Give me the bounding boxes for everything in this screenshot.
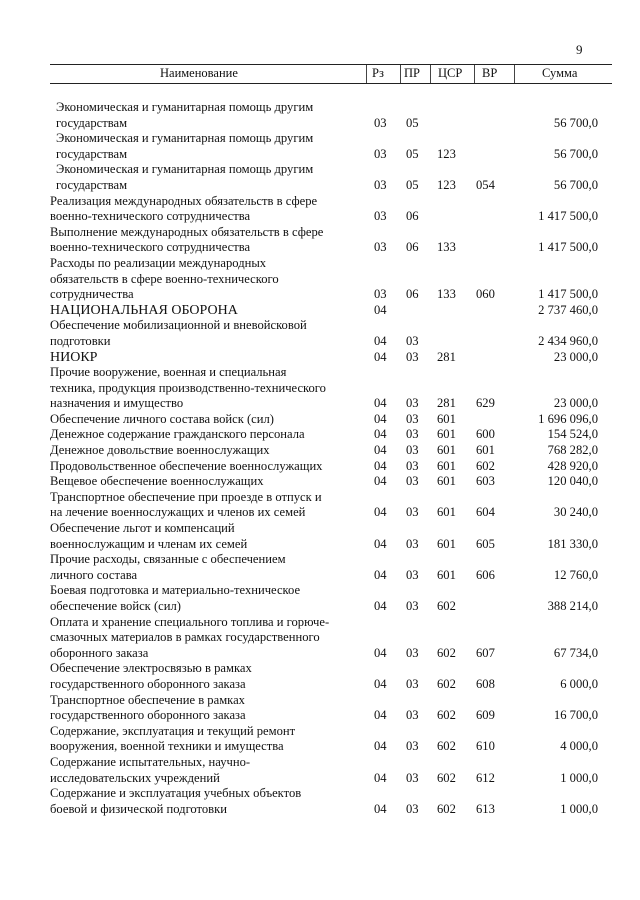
row-name-line: вооружения, военной техники и имущества xyxy=(50,739,284,754)
header-csr: ЦСР xyxy=(438,66,463,80)
row-name-line: Обеспечение мобилизационной и вневойсковой xyxy=(50,318,307,333)
row-name-line: техника, продукция производственно-технического xyxy=(50,380,326,395)
row-pr: 03 xyxy=(406,599,419,613)
row-name xyxy=(50,786,360,817)
table-row xyxy=(0,350,640,366)
row-rz: 04 xyxy=(374,567,387,582)
row-vr: 603 xyxy=(476,474,495,489)
row-pr: 03 xyxy=(406,536,419,551)
row-name-line: военно-технического сотрудничества xyxy=(50,209,251,224)
row-csr: 601 xyxy=(437,474,456,489)
row-name-line: Экономическая и гуманитарная помощь другим xyxy=(56,162,314,177)
row-name xyxy=(50,724,360,755)
table-row xyxy=(0,318,640,349)
row-vr: 054 xyxy=(476,177,495,192)
row-name xyxy=(50,521,360,552)
row-name-line: государствам xyxy=(56,115,128,130)
header-divider xyxy=(514,65,515,83)
row-name xyxy=(50,256,360,303)
row-sum: 1 000,0 xyxy=(560,770,598,785)
table-header xyxy=(50,64,612,84)
table-row xyxy=(0,583,640,614)
table-row xyxy=(0,786,640,817)
row-name-line: НАЦИОНАЛЬНАЯ ОБОРОНА xyxy=(50,302,238,318)
table-row xyxy=(0,162,640,193)
row-csr: 133 xyxy=(437,240,456,255)
row-csr: 123 xyxy=(437,146,456,161)
row-name-line: Прочие вооружение, военная и специальная xyxy=(50,365,287,380)
row-vr: 610 xyxy=(476,739,495,754)
row-name-line: государствам xyxy=(56,146,128,161)
row-name xyxy=(50,583,360,614)
row-name-line: НИОКР xyxy=(50,349,98,365)
row-pr: 03 xyxy=(406,567,419,582)
table-row xyxy=(0,724,640,755)
row-vr: 608 xyxy=(476,676,495,691)
row-sum: 181 330,0 xyxy=(547,536,598,551)
row-sum: 23 000,0 xyxy=(553,396,598,411)
row-vr: 612 xyxy=(476,770,495,785)
row-name xyxy=(50,194,360,225)
row-pr: 06 xyxy=(406,209,419,224)
row-csr: 601 xyxy=(437,505,456,520)
row-rz: 04 xyxy=(374,427,387,442)
row-pr: 06 xyxy=(406,240,419,255)
row-sum: 428 920,0 xyxy=(547,458,598,473)
row-name xyxy=(56,100,366,131)
row-csr: 133 xyxy=(437,287,456,302)
row-sum: 6 000,0 xyxy=(560,676,598,691)
row-name-line: личного состава xyxy=(50,567,138,582)
row-rz: 04 xyxy=(374,458,387,473)
row-name xyxy=(50,443,360,459)
table-row xyxy=(0,615,640,662)
row-name-line: Вещевое обеспечение военнослужащих xyxy=(50,474,264,489)
row-sum: 768 282,0 xyxy=(547,443,598,458)
row-pr: 05 xyxy=(406,115,419,130)
table-row xyxy=(0,490,640,521)
row-rz: 04 xyxy=(374,411,387,426)
row-name-line: Оплата и хранение специального топлива и горюче- xyxy=(50,614,330,629)
row-name-line: боевой и физической подготовки xyxy=(50,801,227,816)
row-name-line: Транспортное обеспечение в рамках xyxy=(50,692,245,707)
row-csr: 601 xyxy=(437,411,456,426)
table-row xyxy=(0,225,640,256)
row-name-line: государствам xyxy=(56,177,128,192)
table-row xyxy=(0,755,640,786)
row-rz: 03 xyxy=(374,240,387,255)
header-divider xyxy=(430,65,431,83)
row-rz: 03 xyxy=(374,209,387,224)
row-name xyxy=(50,490,360,521)
row-rz: 03 xyxy=(374,287,387,302)
header-name: Наименование xyxy=(160,66,238,80)
row-sum: 120 040,0 xyxy=(547,474,598,489)
row-sum: 4 000,0 xyxy=(560,739,598,754)
row-vr: 609 xyxy=(476,708,495,723)
row-name-line: на лечение военнослужащих и членов их семей xyxy=(50,505,306,520)
row-rz: 04 xyxy=(374,536,387,551)
row-name-line: Денежное довольствие военнослужащих xyxy=(50,443,270,458)
row-pr: 03 xyxy=(406,427,419,442)
row-name-line: Прочие расходы, связанные с обеспечением xyxy=(50,552,286,567)
row-rz: 03 xyxy=(374,177,387,192)
row-csr: 602 xyxy=(437,739,456,754)
row-sum: 23 000,0 xyxy=(553,349,598,364)
row-sum: 30 240,0 xyxy=(553,505,598,520)
row-rz: 04 xyxy=(374,474,387,489)
row-pr: 03 xyxy=(406,708,419,723)
row-csr: 602 xyxy=(437,770,456,785)
row-vr: 607 xyxy=(476,645,495,660)
table-row xyxy=(0,303,640,319)
row-pr: 03 xyxy=(406,474,419,489)
budget-table-body xyxy=(0,100,640,817)
row-csr: 123 xyxy=(437,177,456,192)
row-name-line: Реализация международных обязательств в сфере xyxy=(50,193,318,208)
header-divider xyxy=(474,65,475,83)
row-sum: 56 700,0 xyxy=(553,177,598,192)
row-rz: 04 xyxy=(374,645,387,660)
row-pr: 03 xyxy=(406,770,419,785)
table-row xyxy=(0,693,640,724)
row-sum: 2 434 960,0 xyxy=(538,333,598,348)
row-name-line: обязательств в сфере военно-технического xyxy=(50,271,279,286)
row-sum: 56 700,0 xyxy=(553,115,598,130)
row-rz: 04 xyxy=(374,599,387,613)
row-csr: 602 xyxy=(437,645,456,660)
row-sum: 2 737 460,0 xyxy=(538,302,598,317)
row-pr: 03 xyxy=(406,676,419,691)
row-name-line: Продовольственное обеспечение военнослужащих xyxy=(50,458,323,473)
row-sum: 1 000,0 xyxy=(560,801,598,816)
row-rz: 03 xyxy=(374,146,387,161)
header-divider xyxy=(400,65,401,83)
row-name xyxy=(50,474,360,490)
row-pr: 03 xyxy=(406,645,419,660)
row-sum: 1 417 500,0 xyxy=(538,209,598,224)
row-name-line: Обеспечение электросвязью в рамках xyxy=(50,661,252,676)
row-rz: 04 xyxy=(374,708,387,723)
row-pr: 03 xyxy=(406,739,419,754)
row-csr: 602 xyxy=(437,708,456,723)
table-row xyxy=(0,194,640,225)
row-name-line: военнослужащим и членам их семей xyxy=(50,536,248,551)
header-pr: ПР xyxy=(404,66,420,80)
row-sum: 16 700,0 xyxy=(553,708,598,723)
row-vr: 613 xyxy=(476,801,495,816)
row-csr: 281 xyxy=(437,396,456,411)
row-pr: 05 xyxy=(406,146,419,161)
row-pr: 03 xyxy=(406,443,419,458)
row-name xyxy=(50,552,360,583)
row-csr: 601 xyxy=(437,443,456,458)
row-name-line: Транспортное обеспечение при проезде в отпуск и xyxy=(50,489,322,504)
row-sum: 12 760,0 xyxy=(553,567,598,582)
row-name-line: Экономическая и гуманитарная помощь другим xyxy=(56,100,314,114)
table-row xyxy=(0,552,640,583)
row-name xyxy=(50,427,360,443)
row-name-line: Содержание, эксплуатация и текущий ремонт xyxy=(50,723,296,738)
table-row xyxy=(0,412,640,428)
row-name-line: Боевая подготовка и материально-техническое xyxy=(50,583,301,598)
row-pr: 03 xyxy=(406,505,419,520)
row-name xyxy=(50,693,360,724)
row-pr: 03 xyxy=(406,333,419,348)
row-sum: 56 700,0 xyxy=(553,146,598,161)
row-vr: 600 xyxy=(476,427,495,442)
row-csr: 601 xyxy=(437,458,456,473)
row-name xyxy=(50,661,360,692)
row-vr: 605 xyxy=(476,536,495,551)
row-name-line: исследовательских учреждений xyxy=(50,770,220,785)
row-name xyxy=(50,318,360,349)
row-rz: 04 xyxy=(374,505,387,520)
row-vr: 604 xyxy=(476,505,495,520)
row-sum: 1 696 096,0 xyxy=(538,411,598,426)
row-name xyxy=(50,225,360,256)
row-rz: 04 xyxy=(374,676,387,691)
row-rz: 04 xyxy=(374,302,387,317)
row-rz: 04 xyxy=(374,443,387,458)
row-name xyxy=(50,459,360,475)
row-vr: 629 xyxy=(476,396,495,411)
row-name xyxy=(50,615,360,662)
row-sum: 388 214,0 xyxy=(547,599,598,613)
row-name xyxy=(50,412,360,428)
table-row xyxy=(0,474,640,490)
table-row xyxy=(0,459,640,475)
table-row xyxy=(0,443,640,459)
row-pr: 03 xyxy=(406,396,419,411)
header-vr: ВР xyxy=(482,66,498,80)
row-sum: 1 417 500,0 xyxy=(538,240,598,255)
row-name-line: государственного оборонного заказа xyxy=(50,708,246,723)
header-sum: Сумма xyxy=(542,66,578,80)
row-name xyxy=(50,755,360,786)
row-name-line: Содержание испытательных, научно- xyxy=(50,754,251,769)
table-row xyxy=(0,661,640,692)
row-name xyxy=(50,365,360,412)
row-name-line: Содержание и эксплуатация учебных объектов xyxy=(50,786,302,801)
row-pr: 03 xyxy=(406,411,419,426)
row-vr: 606 xyxy=(476,567,495,582)
row-name-line: Экономическая и гуманитарная помощь другим xyxy=(56,131,314,146)
table-row xyxy=(0,256,640,303)
row-rz: 04 xyxy=(374,739,387,754)
row-pr: 05 xyxy=(406,177,419,192)
row-pr: 03 xyxy=(406,458,419,473)
header-divider xyxy=(366,65,367,83)
row-name-line: Расходы по реализации международных xyxy=(50,255,267,270)
row-csr: 602 xyxy=(437,801,456,816)
table-row xyxy=(0,365,640,412)
row-rz: 04 xyxy=(374,349,387,364)
row-csr: 601 xyxy=(437,567,456,582)
table-row xyxy=(0,521,640,552)
row-csr: 602 xyxy=(437,599,456,613)
table-row xyxy=(0,131,640,162)
row-name-line: назначения и имущество xyxy=(50,396,184,411)
row-name xyxy=(56,131,366,162)
row-name-line: государственного оборонного заказа xyxy=(50,676,246,691)
row-name-line: Выполнение международных обязательств в сфере xyxy=(50,224,324,239)
row-rz: 04 xyxy=(374,801,387,816)
row-name xyxy=(56,162,366,193)
row-sum: 154 524,0 xyxy=(547,427,598,442)
page-number: 9 xyxy=(576,42,583,57)
row-name-line: обеспечение войск (сил) xyxy=(50,599,181,613)
row-pr: 03 xyxy=(406,349,419,364)
row-rz: 04 xyxy=(374,396,387,411)
row-name-line: военно-технического сотрудничества xyxy=(50,240,251,255)
row-name-line: смазочных материалов в рамках государственного xyxy=(50,630,320,645)
row-name xyxy=(50,350,360,366)
row-pr: 06 xyxy=(406,287,419,302)
row-vr: 601 xyxy=(476,443,495,458)
row-vr: 060 xyxy=(476,287,495,302)
row-name-line: сотрудничества xyxy=(50,287,134,302)
table-row xyxy=(0,100,640,131)
row-vr: 602 xyxy=(476,458,495,473)
row-name-line: оборонного заказа xyxy=(50,645,149,660)
row-csr: 601 xyxy=(437,427,456,442)
row-pr: 03 xyxy=(406,801,419,816)
row-csr: 601 xyxy=(437,536,456,551)
row-sum: 67 734,0 xyxy=(553,645,598,660)
row-name-line: Обеспечение льгот и компенсаций xyxy=(50,521,235,536)
row-sum: 1 417 500,0 xyxy=(538,287,598,302)
row-name-line: Обеспечение личного состава войск (сил) xyxy=(50,411,274,426)
row-name xyxy=(50,303,360,319)
row-rz: 03 xyxy=(374,115,387,130)
row-csr: 602 xyxy=(437,676,456,691)
table-row xyxy=(0,427,640,443)
row-name-line: Денежное содержание гражданского персонала xyxy=(50,427,305,442)
row-csr: 281 xyxy=(437,349,456,364)
row-rz: 04 xyxy=(374,770,387,785)
row-rz: 04 xyxy=(374,333,387,348)
header-rz: Рз xyxy=(372,66,384,80)
row-name-line: подготовки xyxy=(50,333,111,348)
